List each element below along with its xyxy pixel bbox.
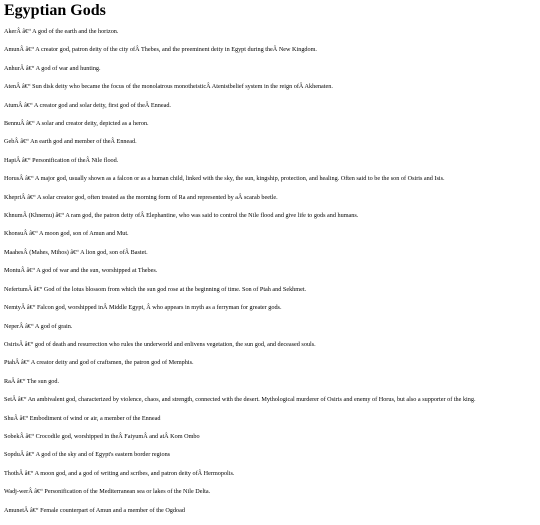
god-entry: MaahesÂ (Mahes, Mihos) â€“ A lion god, son ofÂ Bastet. <box>4 248 148 256</box>
god-entry: SetÂ â€“ An ambivalent god, characterized by violence, chaos, and strength, connected with the desert. Mythological murderer of Osiris and enemy of Horus, but also a supporter of the king. <box>4 396 476 404</box>
god-entry: OsirisÂ â€“ god of death and resurrection who rules the underworld and enlivens vegetation, the sun god, and deceased souls. <box>4 340 316 348</box>
god-entry: MontuÂ â€“ A god of war and the sun, worshipped at Thebes. <box>4 267 158 275</box>
god-entry: NemtyÂ â€“ Falcon god, worshipped inÂ Middle Egypt, Â who appears in myth as a ferryman for greater gods. <box>4 304 282 312</box>
god-entry: KhepriÂ â€“ A solar creator god, often treated as the morning form of Ra and represented by aÂ scarab beetle. <box>4 193 278 201</box>
god-entry: AmunetÂ â€“ Female counterpart of Amun and a member of the Ogdoad <box>4 506 185 514</box>
god-entry: KhnumÂ (Khnemu) â€“ A ram god, the patron deity ofÂ Elephantine, who was said to control the Nile flood and give life to gods and humans. <box>4 212 359 220</box>
god-entry: HapiÂ â€“ Personification of theÂ Nile flood. <box>4 156 119 164</box>
god-entry: GebÂ â€“ An earth god and member of theÂ Ennead. <box>4 138 137 146</box>
god-entry: NeperÂ â€“ A god of grain. <box>4 322 73 330</box>
god-entry: HorusÂ â€“ A major god, usually shown as a falcon or as a human child, linked with the sky, the sun, kingship, protection, and healing. Often said to be the son of Osiris and Isis. <box>4 175 445 183</box>
god-entry: ThothÂ â€“ A moon god, and a god of writing and scribes, and patron deity ofÂ Hermopolis. <box>4 469 235 477</box>
god-entry: SopduÂ â€“ A god of the sky and of Egypt's eastern border regions <box>4 451 171 459</box>
god-entry: Wadj-werÂ â€“ Personification of the Mediterranean sea or lakes of the Nile Delta. <box>4 488 211 496</box>
god-entry: SobekÂ â€“ Crocodile god, worshipped in theÂ FaiyumÂ and atÂ Kom Ombo <box>4 432 200 440</box>
god-entry: KhonsuÂ â€“ A moon god, son of Amun and Mut. <box>4 230 129 238</box>
god-entry: NefertumÂ â€“ God of the lotus blossom from which the sun god rose at the beginning of time. Son of Ptah and Sekhmet. <box>4 285 307 293</box>
god-entry: AtenÂ â€“ Sun disk deity who became the focus of the monolatrous monotheisticÂ Atenistbelief system in the reign ofÂ Akhenaten. <box>4 83 333 91</box>
god-entry: RaÂ â€“ The sun god. <box>4 377 60 385</box>
god-entry: AkerÂ â€“ A god of the earth and the horizon. <box>4 28 119 35</box>
god-list <box>4 28 538 525</box>
god-entry: AnhurÂ â€“ A god of war and hunting. <box>4 64 101 72</box>
god-entry: PtahÂ â€“ A creator deity and god of craftsmen, the patron god of Memphis. <box>4 359 194 367</box>
god-entry: AmunÂ â€“ A creator god, patron deity of the city ofÂ Thebes, and the preeminent deity in Egypt during theÂ New Kingdom. <box>4 46 317 54</box>
god-entry: AtumÂ â€“ A creator god and solar deity, first god of theÂ Ennead. <box>4 101 171 109</box>
god-entry: BennuÂ â€“ A solar and creator deity, depicted as a heron. <box>4 120 149 128</box>
god-entry: ShuÂ â€“ Embodiment of wind or air, a member of the Ennead <box>4 414 161 422</box>
page-title: Egyptian Gods <box>4 2 106 19</box>
